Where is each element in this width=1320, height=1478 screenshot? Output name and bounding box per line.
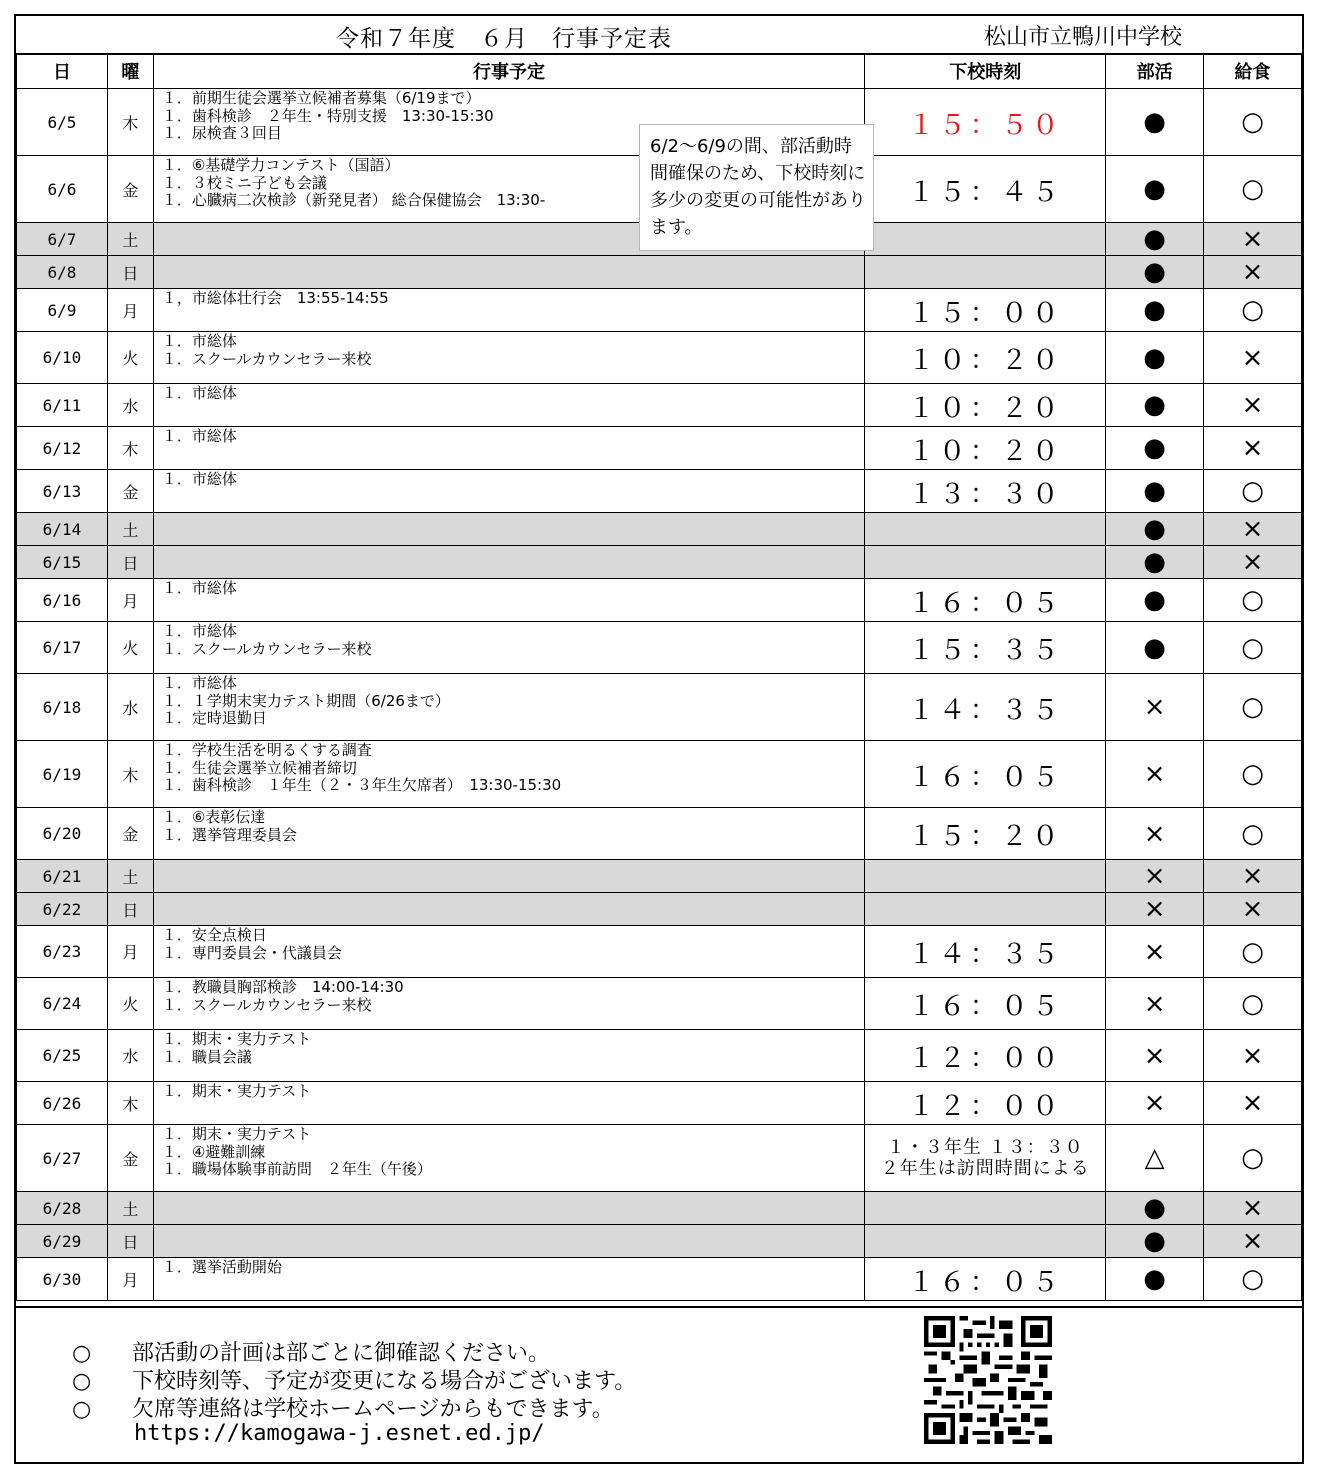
weekday-cell: 金 (107, 808, 153, 860)
club-status-cell: × (1106, 926, 1204, 978)
event-line: １．尿検査３回目 (161, 124, 282, 142)
page-title: 令和７年度 ６月 行事予定表 (336, 26, 672, 52)
table-row (17, 256, 1302, 289)
club-status-cell: ● (1106, 332, 1204, 384)
dismissal-time-cell (865, 546, 1106, 579)
dismissal-time-cell: １２：００ (865, 1082, 1106, 1125)
dismissal-time-cell: １５：００ (865, 289, 1106, 332)
table-row (17, 622, 1302, 674)
footer-line: ○ 欠席等連絡は学校ホームページからもできます。 (72, 1397, 614, 1422)
lunch-status-cell: × (1204, 513, 1302, 546)
dismissal-time-cell: １４：３５ (865, 674, 1106, 741)
events-cell (153, 893, 864, 926)
table-row (17, 384, 1302, 427)
lunch-status-cell: × (1204, 893, 1302, 926)
title-row (16, 16, 1302, 55)
date-cell: 6/24 (17, 978, 108, 1030)
date-cell: 6/15 (17, 546, 108, 579)
dismissal-time-cell: １６：０５ (865, 978, 1106, 1030)
dismissal-time-cell: １３：３０ (865, 470, 1106, 513)
weekday-cell: 金 (107, 470, 153, 513)
date-cell: 6/6 (17, 156, 108, 223)
weekday-cell: 水 (107, 1030, 153, 1082)
weekday-cell: 日 (107, 893, 153, 926)
footer (16, 1306, 1302, 1466)
event-line: １．定時退勤日 (161, 709, 267, 727)
lunch-status-cell: ○ (1204, 579, 1302, 622)
weekday-cell: 木 (107, 1082, 153, 1125)
lunch-status-cell: × (1204, 332, 1302, 384)
bullet-circle-icon: ○ (72, 1369, 92, 1394)
table-row (17, 893, 1302, 926)
events-cell (153, 384, 864, 427)
club-status-cell: ● (1106, 622, 1204, 674)
event-line: １．歯科検診 ２年生・特別支援 13:30-15:30 (161, 106, 494, 125)
events-cell (153, 1225, 864, 1258)
table-row (17, 1258, 1302, 1301)
date-cell: 6/9 (17, 289, 108, 332)
date-cell: 6/10 (17, 332, 108, 384)
table-row (17, 427, 1302, 470)
date-cell: 6/11 (17, 384, 108, 427)
club-status-cell: ● (1106, 470, 1204, 513)
event-line: １．安全点検日 (161, 926, 267, 944)
table-row (17, 1192, 1302, 1225)
club-status-cell: ● (1106, 1192, 1204, 1225)
dismissal-time-cell (865, 860, 1106, 893)
dismissal-time-cell: １０：２０ (865, 384, 1106, 427)
club-status-cell: × (1106, 1030, 1204, 1082)
bullet-circle-icon: ○ (72, 1341, 92, 1366)
club-status-cell: ● (1106, 256, 1204, 289)
footer-line: ○ 部活動の計画は部ごとに御確認ください。 (72, 1341, 551, 1366)
event-line: １．３校ミニ子ども会議 (161, 173, 327, 192)
bullet-circle-icon: ○ (72, 1397, 92, 1422)
lunch-status-cell: ○ (1204, 741, 1302, 808)
schedule-change-note: 6/2～6/9の間、部活動時間確保のため、下校時刻に多少の変更の可能性があります。 (639, 124, 874, 251)
lunch-status-cell: ○ (1204, 674, 1302, 741)
date-cell: 6/13 (17, 470, 108, 513)
date-cell: 6/12 (17, 427, 108, 470)
date-cell: 6/27 (17, 1125, 108, 1192)
date-cell: 6/17 (17, 622, 108, 674)
weekday-cell: 月 (107, 579, 153, 622)
date-cell: 6/29 (17, 1225, 108, 1258)
events-cell (153, 1082, 864, 1125)
club-status-cell: ● (1106, 384, 1204, 427)
date-cell: 6/30 (17, 1258, 108, 1301)
club-status-cell: × (1106, 741, 1204, 808)
events-cell (153, 674, 864, 741)
event-line: １．市総体 (161, 470, 237, 488)
lunch-status-cell: ○ (1204, 926, 1302, 978)
weekday-cell: 木 (107, 427, 153, 470)
dismissal-time-cell: １５：３５ (865, 622, 1106, 674)
events-cell (153, 1030, 864, 1082)
event-line: １．④避難訓練 (161, 1142, 266, 1161)
weekday-cell: 月 (107, 289, 153, 332)
events-cell (153, 741, 864, 808)
col-header-date: 日 (17, 54, 108, 89)
lunch-status-cell: ○ (1204, 89, 1302, 156)
lunch-status-cell: × (1204, 1225, 1302, 1258)
weekday-cell: 火 (107, 332, 153, 384)
lunch-status-cell: × (1204, 1192, 1302, 1225)
dismissal-time-line: ２年生は訪問時間による (880, 1158, 1090, 1179)
table-row (17, 289, 1302, 332)
weekday-cell: 金 (107, 156, 153, 223)
lunch-status-cell: × (1204, 384, 1302, 427)
club-status-cell: × (1106, 860, 1204, 893)
event-line: １．市総体 (161, 674, 237, 692)
club-status-cell: ● (1106, 546, 1204, 579)
weekday-cell: 日 (107, 256, 153, 289)
club-status-cell: △ (1106, 1125, 1204, 1192)
club-status-cell: ● (1106, 1225, 1204, 1258)
weekday-cell: 金 (107, 1125, 153, 1192)
event-line: １．専門委員会・代議員会 (161, 943, 342, 962)
col-header-lunch: 給食 (1204, 54, 1302, 89)
date-cell: 6/18 (17, 674, 108, 741)
col-header-events: 行事予定 (153, 54, 864, 89)
lunch-status-cell: ○ (1204, 470, 1302, 513)
table-row (17, 470, 1302, 513)
event-line: １．期末・実力テスト (161, 1125, 312, 1143)
date-cell: 6/20 (17, 808, 108, 860)
event-line: １．市総体 (161, 332, 237, 350)
dismissal-time-cell: １０：２０ (865, 332, 1106, 384)
club-status-cell: ● (1106, 579, 1204, 622)
club-status-cell: ● (1106, 223, 1204, 256)
lunch-status-cell: × (1204, 546, 1302, 579)
event-line: １．市総体 (161, 427, 237, 445)
event-line: １．教職員胸部検診 14:00-14:30 (161, 978, 404, 996)
col-header-dow: 曜 (107, 54, 153, 89)
event-line: １．生徒会選挙立候補者締切 (161, 758, 357, 777)
table-row (17, 860, 1302, 893)
table-row (17, 1030, 1302, 1082)
weekday-cell: 火 (107, 978, 153, 1030)
table-row (17, 1225, 1302, 1258)
lunch-status-cell: ○ (1204, 808, 1302, 860)
events-cell (153, 332, 864, 384)
date-cell: 6/19 (17, 741, 108, 808)
lunch-status-cell: ○ (1204, 622, 1302, 674)
qr-code-icon[interactable] (924, 1316, 1052, 1444)
weekday-cell: 木 (107, 89, 153, 156)
dismissal-time-cell (865, 1225, 1106, 1258)
club-status-cell: × (1106, 808, 1204, 860)
club-status-cell: ● (1106, 89, 1204, 156)
table-row (17, 513, 1302, 546)
dismissal-time-cell: １４：３５ (865, 926, 1106, 978)
dismissal-time-cell (865, 256, 1106, 289)
date-cell: 6/26 (17, 1082, 108, 1125)
weekday-cell: 土 (107, 860, 153, 893)
event-line: １．市総体 (161, 622, 237, 640)
events-cell (153, 978, 864, 1030)
club-status-cell: ● (1106, 427, 1204, 470)
weekday-cell: 月 (107, 926, 153, 978)
table-row (17, 808, 1302, 860)
weekday-cell: 火 (107, 622, 153, 674)
dismissal-time-line: １・３年生 １３：３０ (886, 1137, 1084, 1158)
date-cell: 6/16 (17, 579, 108, 622)
dismissal-time-cell: １６：０５ (865, 741, 1106, 808)
lunch-status-cell: × (1204, 427, 1302, 470)
lunch-status-cell: × (1204, 860, 1302, 893)
events-cell (153, 470, 864, 513)
table-row (17, 332, 1302, 384)
events-cell (153, 579, 864, 622)
weekday-cell: 月 (107, 1258, 153, 1301)
dismissal-time-cell: １５：５０ (865, 89, 1106, 156)
dismissal-time-cell: １０：２０ (865, 427, 1106, 470)
events-cell (153, 513, 864, 546)
event-line: １．前期生徒会選挙立候補者募集（6/19まで） (161, 89, 481, 107)
lunch-status-cell: × (1204, 256, 1302, 289)
weekday-cell: 水 (107, 384, 153, 427)
event-line: １．市総体 (161, 579, 237, 597)
event-line: １．学校生活を明るくする調査 (161, 741, 372, 759)
dismissal-time-cell: １６：０５ (865, 579, 1106, 622)
lunch-status-cell: ○ (1204, 289, 1302, 332)
event-line: １．スクールカウンセラー来校 (161, 349, 372, 368)
dismissal-time-cell (865, 513, 1106, 546)
col-header-dismissal: 下校時刻 (865, 54, 1106, 89)
date-cell: 6/21 (17, 860, 108, 893)
event-line: １．職員会議 (161, 1047, 252, 1066)
table-row (17, 546, 1302, 579)
table-row (17, 1082, 1302, 1125)
schedule-sheet (14, 14, 1304, 1464)
school-homepage-link[interactable]: https://kamogawa-j.esnet.ed.jp/ (134, 1421, 545, 1446)
dismissal-time-cell (865, 1192, 1106, 1225)
dismissal-time-cell: １５：２０ (865, 808, 1106, 860)
dismissal-time-cell: １５：４５ (865, 156, 1106, 223)
dismissal-time-cell: １６：０５ (865, 1258, 1106, 1301)
dismissal-time-cell (865, 1125, 1106, 1192)
table-row (17, 741, 1302, 808)
club-status-cell: × (1106, 893, 1204, 926)
col-header-club: 部活 (1106, 54, 1204, 89)
weekday-cell: 日 (107, 546, 153, 579)
lunch-status-cell: ○ (1204, 1258, 1302, 1301)
weekday-cell: 土 (107, 1192, 153, 1225)
event-line: １．職場体験事前訪問 ２年生（午後） (161, 1160, 432, 1178)
dismissal-time-cell (865, 893, 1106, 926)
club-status-cell: ● (1106, 513, 1204, 546)
lunch-status-cell: ○ (1204, 156, 1302, 223)
weekday-cell: 土 (107, 513, 153, 546)
event-line: １．⑥表彰伝達 (161, 808, 266, 826)
event-line: １，市総体壮行会 13:55-14:55 (161, 289, 389, 307)
events-cell (153, 1258, 864, 1301)
lunch-status-cell: ○ (1204, 1125, 1302, 1192)
weekday-cell: 水 (107, 674, 153, 741)
lunch-status-cell: × (1204, 1082, 1302, 1125)
events-cell (153, 546, 864, 579)
club-status-cell: × (1106, 978, 1204, 1030)
events-cell (153, 1192, 864, 1225)
date-cell: 6/14 (17, 513, 108, 546)
events-cell (153, 256, 864, 289)
footer-line: ○ 下校時刻等、予定が変更になる場合がございます。 (72, 1369, 637, 1394)
dismissal-time-cell: １２：００ (865, 1030, 1106, 1082)
table-header-row (17, 54, 1302, 89)
event-line: １．選挙活動開始 (161, 1258, 282, 1276)
event-line: １．期末・実力テスト (161, 1030, 312, 1048)
school-name: 松山市立鴨川中学校 (984, 25, 1183, 50)
events-cell (153, 926, 864, 978)
weekday-cell: 日 (107, 1225, 153, 1258)
event-line: １．スクールカウンセラー来校 (161, 639, 372, 658)
date-cell: 6/23 (17, 926, 108, 978)
events-cell (153, 808, 864, 860)
club-status-cell: × (1106, 674, 1204, 741)
club-status-cell: ● (1106, 156, 1204, 223)
table-row (17, 579, 1302, 622)
lunch-status-cell: × (1204, 1030, 1302, 1082)
events-cell (153, 622, 864, 674)
events-cell (153, 427, 864, 470)
event-line: １．スクールカウンセラー来校 (161, 995, 372, 1014)
dismissal-time-cell (865, 223, 1106, 256)
event-line: １．選挙管理委員会 (161, 825, 297, 844)
weekday-cell: 土 (107, 223, 153, 256)
events-cell (153, 1125, 864, 1192)
event-line: １．市総体 (161, 384, 237, 402)
date-cell: 6/28 (17, 1192, 108, 1225)
event-line: １．⑥基礎学力コンテスト（国語） (161, 156, 400, 174)
table-row (17, 978, 1302, 1030)
lunch-status-cell: ○ (1204, 978, 1302, 1030)
lunch-status-cell: × (1204, 223, 1302, 256)
event-line: １．期末・実力テスト (161, 1082, 312, 1100)
club-status-cell: × (1106, 1082, 1204, 1125)
club-status-cell: ● (1106, 1258, 1204, 1301)
date-cell: 6/22 (17, 893, 108, 926)
table-row (17, 926, 1302, 978)
event-line: １．歯科検診 １年生（２・３年生欠席者） 13:30-15:30 (161, 776, 562, 794)
table-row (17, 674, 1302, 741)
events-cell (153, 289, 864, 332)
weekday-cell: 木 (107, 741, 153, 808)
date-cell: 6/8 (17, 256, 108, 289)
date-cell: 6/7 (17, 223, 108, 256)
date-cell: 6/25 (17, 1030, 108, 1082)
events-cell (153, 860, 864, 893)
club-status-cell: ● (1106, 289, 1204, 332)
event-line: １．心臓病二次検診（新発見者） 総合保健協会 13:30- (161, 191, 546, 209)
event-line: １．１学期末実力テスト期間（6/26まで） (161, 691, 450, 710)
table-row (17, 1125, 1302, 1192)
date-cell: 6/5 (17, 89, 108, 156)
